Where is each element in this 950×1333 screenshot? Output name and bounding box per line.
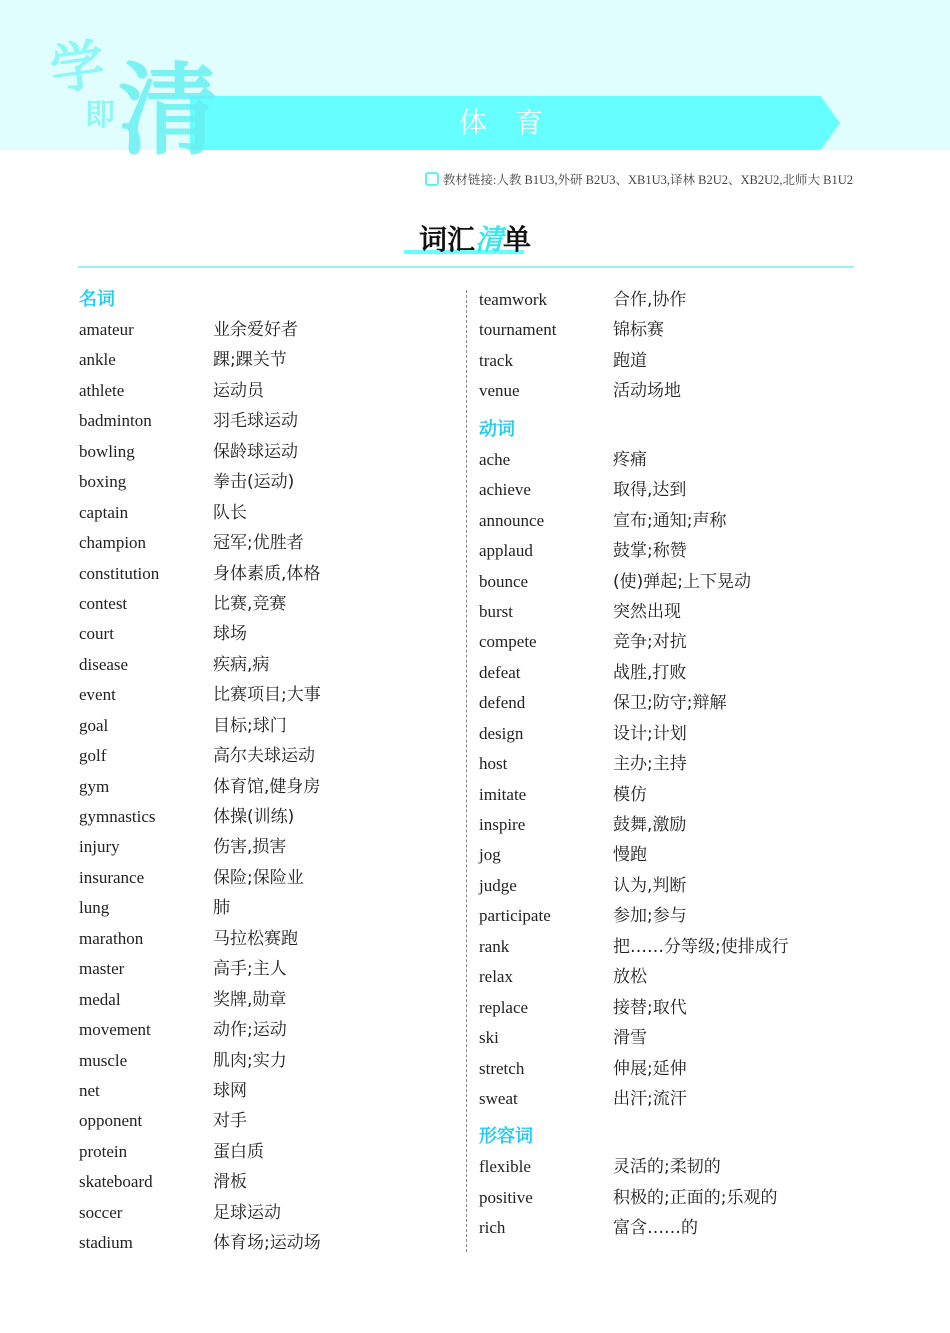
vocab-row <box>79 1198 459 1228</box>
word-en: skateboard <box>79 1172 153 1192</box>
vocab-row <box>79 1228 459 1258</box>
vocab-row <box>479 376 859 406</box>
word-zh: 体操(训练) <box>213 807 295 827</box>
divider <box>78 266 854 268</box>
word-zh: 足球运动 <box>213 1202 281 1223</box>
word-zh: 体育场;运动场 <box>213 1233 321 1254</box>
word-zh: 积极的;正面的;乐观的 <box>613 1187 778 1208</box>
word-zh: 动作;运动 <box>213 1020 287 1041</box>
section-title: 词汇清单 <box>418 223 532 256</box>
word-zh: 放松 <box>613 967 647 988</box>
word-zh: 主办;主持 <box>613 754 687 775</box>
word-zh: 高手;主人 <box>213 959 287 980</box>
chapter-title: 体育 <box>458 106 571 139</box>
vocab-row <box>79 528 459 558</box>
vocab-row <box>79 467 459 497</box>
vocab-row <box>479 658 859 688</box>
textbook-reference <box>425 170 853 188</box>
word-en: defend <box>479 693 526 713</box>
word-en: lung <box>79 898 110 918</box>
word-en: soccer <box>79 1202 123 1222</box>
word-zh: 奖牌,勋章 <box>213 989 287 1010</box>
vocab-row <box>479 1183 859 1213</box>
word-zh: 保龄球运动 <box>213 441 298 462</box>
link-icon <box>425 172 439 186</box>
word-zh: 球场 <box>213 624 247 645</box>
vocab-row <box>479 688 859 718</box>
vocab-row <box>479 1084 859 1114</box>
word-zh: 球网 <box>213 1080 247 1101</box>
word-en: movement <box>79 1020 151 1040</box>
vocab-row <box>79 345 459 375</box>
vocab-row <box>479 1023 859 1053</box>
right-column <box>479 285 859 1244</box>
word-zh: 活动场地 <box>613 381 681 402</box>
vocab-row <box>79 985 459 1015</box>
word-en: contest <box>79 593 128 613</box>
vocab-row <box>79 924 459 954</box>
word-zh: 拳击(运动) <box>213 472 295 493</box>
word-zh: 宣布;通知;声称 <box>613 510 727 531</box>
word-en: champion <box>79 533 147 553</box>
vocab-row <box>79 559 459 589</box>
word-en: jog <box>479 845 501 865</box>
word-en: relax <box>479 967 513 987</box>
vocab-row <box>479 993 859 1023</box>
word-zh: 比赛,竞赛 <box>213 593 287 614</box>
word-zh: 接替;取代 <box>613 997 687 1018</box>
word-en: bounce <box>479 571 529 591</box>
word-en: rank <box>479 936 510 956</box>
word-en: badminton <box>79 411 152 431</box>
word-zh: 业余爱好者 <box>213 320 298 340</box>
vocab-row <box>79 589 459 619</box>
vocab-row <box>79 315 459 345</box>
word-zh: 战胜,打败 <box>613 662 687 683</box>
word-en: opponent <box>79 1111 143 1131</box>
word-en: teamwork <box>479 290 547 309</box>
heading-nouns: 名词 <box>79 289 115 310</box>
word-en: judge <box>479 875 517 895</box>
vocab-row <box>79 863 459 893</box>
vocab-row <box>79 1167 459 1197</box>
word-en: disease <box>79 654 129 674</box>
word-zh: 目标;球门 <box>213 715 287 736</box>
word-zh: 伤害,损害 <box>213 837 287 858</box>
word-en: marathon <box>79 928 144 948</box>
word-zh: 滑雪 <box>613 1028 647 1049</box>
word-en: applaud <box>479 541 533 561</box>
word-en: amateur <box>79 320 134 339</box>
vocab-row <box>79 893 459 923</box>
word-en: compete <box>479 632 537 652</box>
word-zh: 踝;踝关节 <box>213 350 287 371</box>
word-zh: 羽毛球运动 <box>213 411 298 432</box>
word-en: announce <box>479 510 545 530</box>
word-zh: 富含……的 <box>613 1218 698 1239</box>
word-en: captain <box>79 502 129 522</box>
vocab-row <box>479 346 859 376</box>
vocab-row <box>79 711 459 741</box>
word-zh: 疾病,病 <box>213 654 270 675</box>
vocab-row <box>479 719 859 749</box>
word-en: design <box>479 723 524 743</box>
word-en: ski <box>479 1028 499 1048</box>
vocab-row <box>479 810 859 840</box>
word-zh: 队长 <box>213 502 247 523</box>
word-en: constitution <box>79 563 160 583</box>
vocab-row <box>79 680 459 710</box>
word-zh: 竞争;对抗 <box>613 632 687 653</box>
vocab-row <box>79 954 459 984</box>
word-en: golf <box>79 746 107 766</box>
left-column <box>79 285 459 1259</box>
vocab-row <box>479 780 859 810</box>
word-en: track <box>479 350 513 370</box>
word-zh: 取得,达到 <box>613 480 687 501</box>
vocab-row <box>479 840 859 870</box>
word-en: participate <box>479 906 551 926</box>
word-en: imitate <box>479 784 527 804</box>
vocab-row <box>79 1106 459 1136</box>
vocab-row <box>479 506 859 536</box>
vocab-row <box>79 741 459 771</box>
vocab-row <box>79 1076 459 1106</box>
vocab-row <box>479 445 859 475</box>
word-zh: 比赛项目;大事 <box>213 685 321 706</box>
vocab-row <box>79 498 459 528</box>
word-zh: 跑道 <box>613 350 647 371</box>
heading-adjectives: 形容词 <box>479 1126 533 1148</box>
word-zh: 身体素质,体格 <box>213 563 321 584</box>
vocab-row <box>79 650 459 680</box>
word-zh: 肌肉;实力 <box>213 1050 287 1071</box>
word-zh: 锦标赛 <box>613 320 664 341</box>
column-divider <box>466 290 467 1252</box>
vocab-row <box>79 772 459 802</box>
vocab-row <box>79 832 459 862</box>
word-zh: 保险;保险业 <box>213 867 304 888</box>
word-zh: 鼓舞,激励 <box>613 815 687 835</box>
vocab-row <box>479 475 859 505</box>
word-en: medal <box>79 989 121 1009</box>
word-zh: 灵活的;柔韧的 <box>613 1157 721 1178</box>
word-zh: 参加;参与 <box>613 906 687 927</box>
word-zh: 运动员 <box>213 380 264 401</box>
vocab-row <box>79 619 459 649</box>
word-en: burst <box>479 601 513 621</box>
vocab-row <box>479 1213 859 1243</box>
vocab-row <box>479 932 859 962</box>
vocab-row <box>479 962 859 992</box>
word-zh: 慢跑 <box>613 845 647 866</box>
vocab-row <box>479 901 859 931</box>
vocab-row <box>79 1046 459 1076</box>
word-en: boxing <box>79 472 127 492</box>
reference-text: 教材链接:人教 B1U3,外研 B2U3、XB1U3,译林 B2U2、XB2U2,北师大 B1U2 <box>442 173 853 187</box>
word-en: court <box>79 624 114 644</box>
word-zh: 合作,协作 <box>613 290 687 310</box>
word-zh: (使)弹起;上下晃动 <box>613 571 751 592</box>
word-zh: 把……分等级;使排成行 <box>613 936 789 957</box>
word-en: goal <box>79 715 109 735</box>
heading-verbs: 动词 <box>479 418 515 440</box>
word-zh: 出汗;流汗 <box>613 1088 687 1109</box>
word-en: replace <box>479 997 529 1017</box>
word-en: positive <box>479 1187 533 1207</box>
word-en: net <box>79 1080 100 1100</box>
word-zh: 模仿 <box>613 784 647 805</box>
word-en: inspire <box>479 815 526 834</box>
vocab-row <box>79 406 459 436</box>
vocab-row <box>479 536 859 566</box>
word-zh: 体育馆,健身房 <box>213 776 321 797</box>
vocab-row <box>79 802 459 832</box>
word-en: protein <box>79 1141 128 1161</box>
vocab-row <box>479 315 859 345</box>
word-zh: 认为,判断 <box>613 875 687 896</box>
vocab-row <box>79 1015 459 1045</box>
vocab-row <box>79 1137 459 1167</box>
word-en: muscle <box>79 1050 128 1070</box>
word-zh: 肺 <box>213 898 230 919</box>
word-en: injury <box>79 837 120 857</box>
word-en: bowling <box>79 441 135 461</box>
word-en: ankle <box>79 350 116 370</box>
word-zh: 高尔夫球运动 <box>213 746 315 767</box>
vocab-row <box>479 627 859 657</box>
word-en: venue <box>479 381 520 401</box>
word-en: master <box>79 959 125 979</box>
word-zh: 突然出现 <box>613 601 681 622</box>
word-en: flexible <box>479 1157 531 1177</box>
word-zh: 疼痛 <box>613 449 647 470</box>
vocab-row <box>79 437 459 467</box>
word-zh: 保卫;防守;辩解 <box>613 693 727 714</box>
vocab-row <box>79 376 459 406</box>
word-en: rich <box>479 1218 506 1238</box>
word-zh: 对手 <box>213 1111 247 1132</box>
word-en: event <box>79 685 116 705</box>
word-en: sweat <box>479 1088 518 1108</box>
word-en: athlete <box>79 380 125 400</box>
word-zh: 冠军;优胜者 <box>213 533 304 554</box>
vocab-row <box>479 871 859 901</box>
word-zh: 马拉松赛跑 <box>213 928 298 949</box>
word-en: gym <box>79 776 110 796</box>
vocab-row <box>479 1054 859 1084</box>
vocab-row <box>479 285 859 315</box>
vocab-row <box>479 1152 859 1182</box>
vocab-row <box>479 597 859 627</box>
word-en: ache <box>479 449 511 469</box>
word-zh: 滑板 <box>213 1172 247 1193</box>
word-en: gymnastics <box>79 807 156 826</box>
word-en: tournament <box>479 320 557 340</box>
word-zh: 鼓掌;称赞 <box>613 541 687 562</box>
word-en: achieve <box>479 480 531 500</box>
word-en: insurance <box>79 867 145 887</box>
word-zh: 设计;计划 <box>613 723 687 744</box>
word-en: host <box>479 754 508 774</box>
word-en: defeat <box>479 662 521 682</box>
page: 学 即 清 体育 教材链接:人教 B1U3,外研 B2U3、XB1U3,译林 B2U2、XB2U2,北师大 B1U2 词汇清单 名词 amateur 业余爱好者 ankle 踝;踝关节 athlete 运动员 badminton 羽毛球运动 bowling 保龄球运动 boxing 拳击(运动) captain 队长 champion 冠军;优胜者 constitution 身体素质,体格 contest 比赛,竞赛 court 球场 disease 疾病,病 event 比赛项目;大事 goal 目标;球门 golf 高尔夫球运动 gym 体育馆,健身房 gymnastics 体操(训练) injury 伤害,损害 insurance 保险;保险业 lung 肺 marathon 马拉松赛跑 master 高手;主人 medal 奖牌,勋章 movement 动作;运动 muscle 肌肉;实力 net 球网 opponent 对手 protein 蛋白质 skateboard 滑板 soccer 足球运动 stadium 体育场;运动场 teamwork 合作,协作 tournament 锦标赛 track 跑道 venue 活动场地 动词 ache 疼痛 achieve 取得,达到 announce 宣布;通知;声称 applaud 鼓掌;称赞 bounce (使)弹起;上下晃动 burst 突然出现 compete 竞争;对抗 defeat 战胜,打败 defend 保卫;防守;辩解 design 设计;计划 host 主办;主持 imitate 模仿 inspire 鼓舞,激励 jog 慢跑 judge 认为,判断 participate 参加;参与 rank 把……分等级;使排成行 relax 放松 replace 接替;取代 ski 滑雪 stretch 伸展;延伸 sweat 出汗;流汗 形容词 flexible 灵活的;柔韧的 positive 积极的;正面的;乐观的 rich 富含……的 <box>0 0 950 1333</box>
word-en: stretch <box>479 1058 525 1078</box>
vocab-row <box>479 567 859 597</box>
word-en: stadium <box>79 1233 133 1253</box>
word-zh: 伸展;延伸 <box>613 1058 687 1079</box>
word-zh: 蛋白质 <box>213 1141 264 1162</box>
vocab-row <box>479 749 859 779</box>
